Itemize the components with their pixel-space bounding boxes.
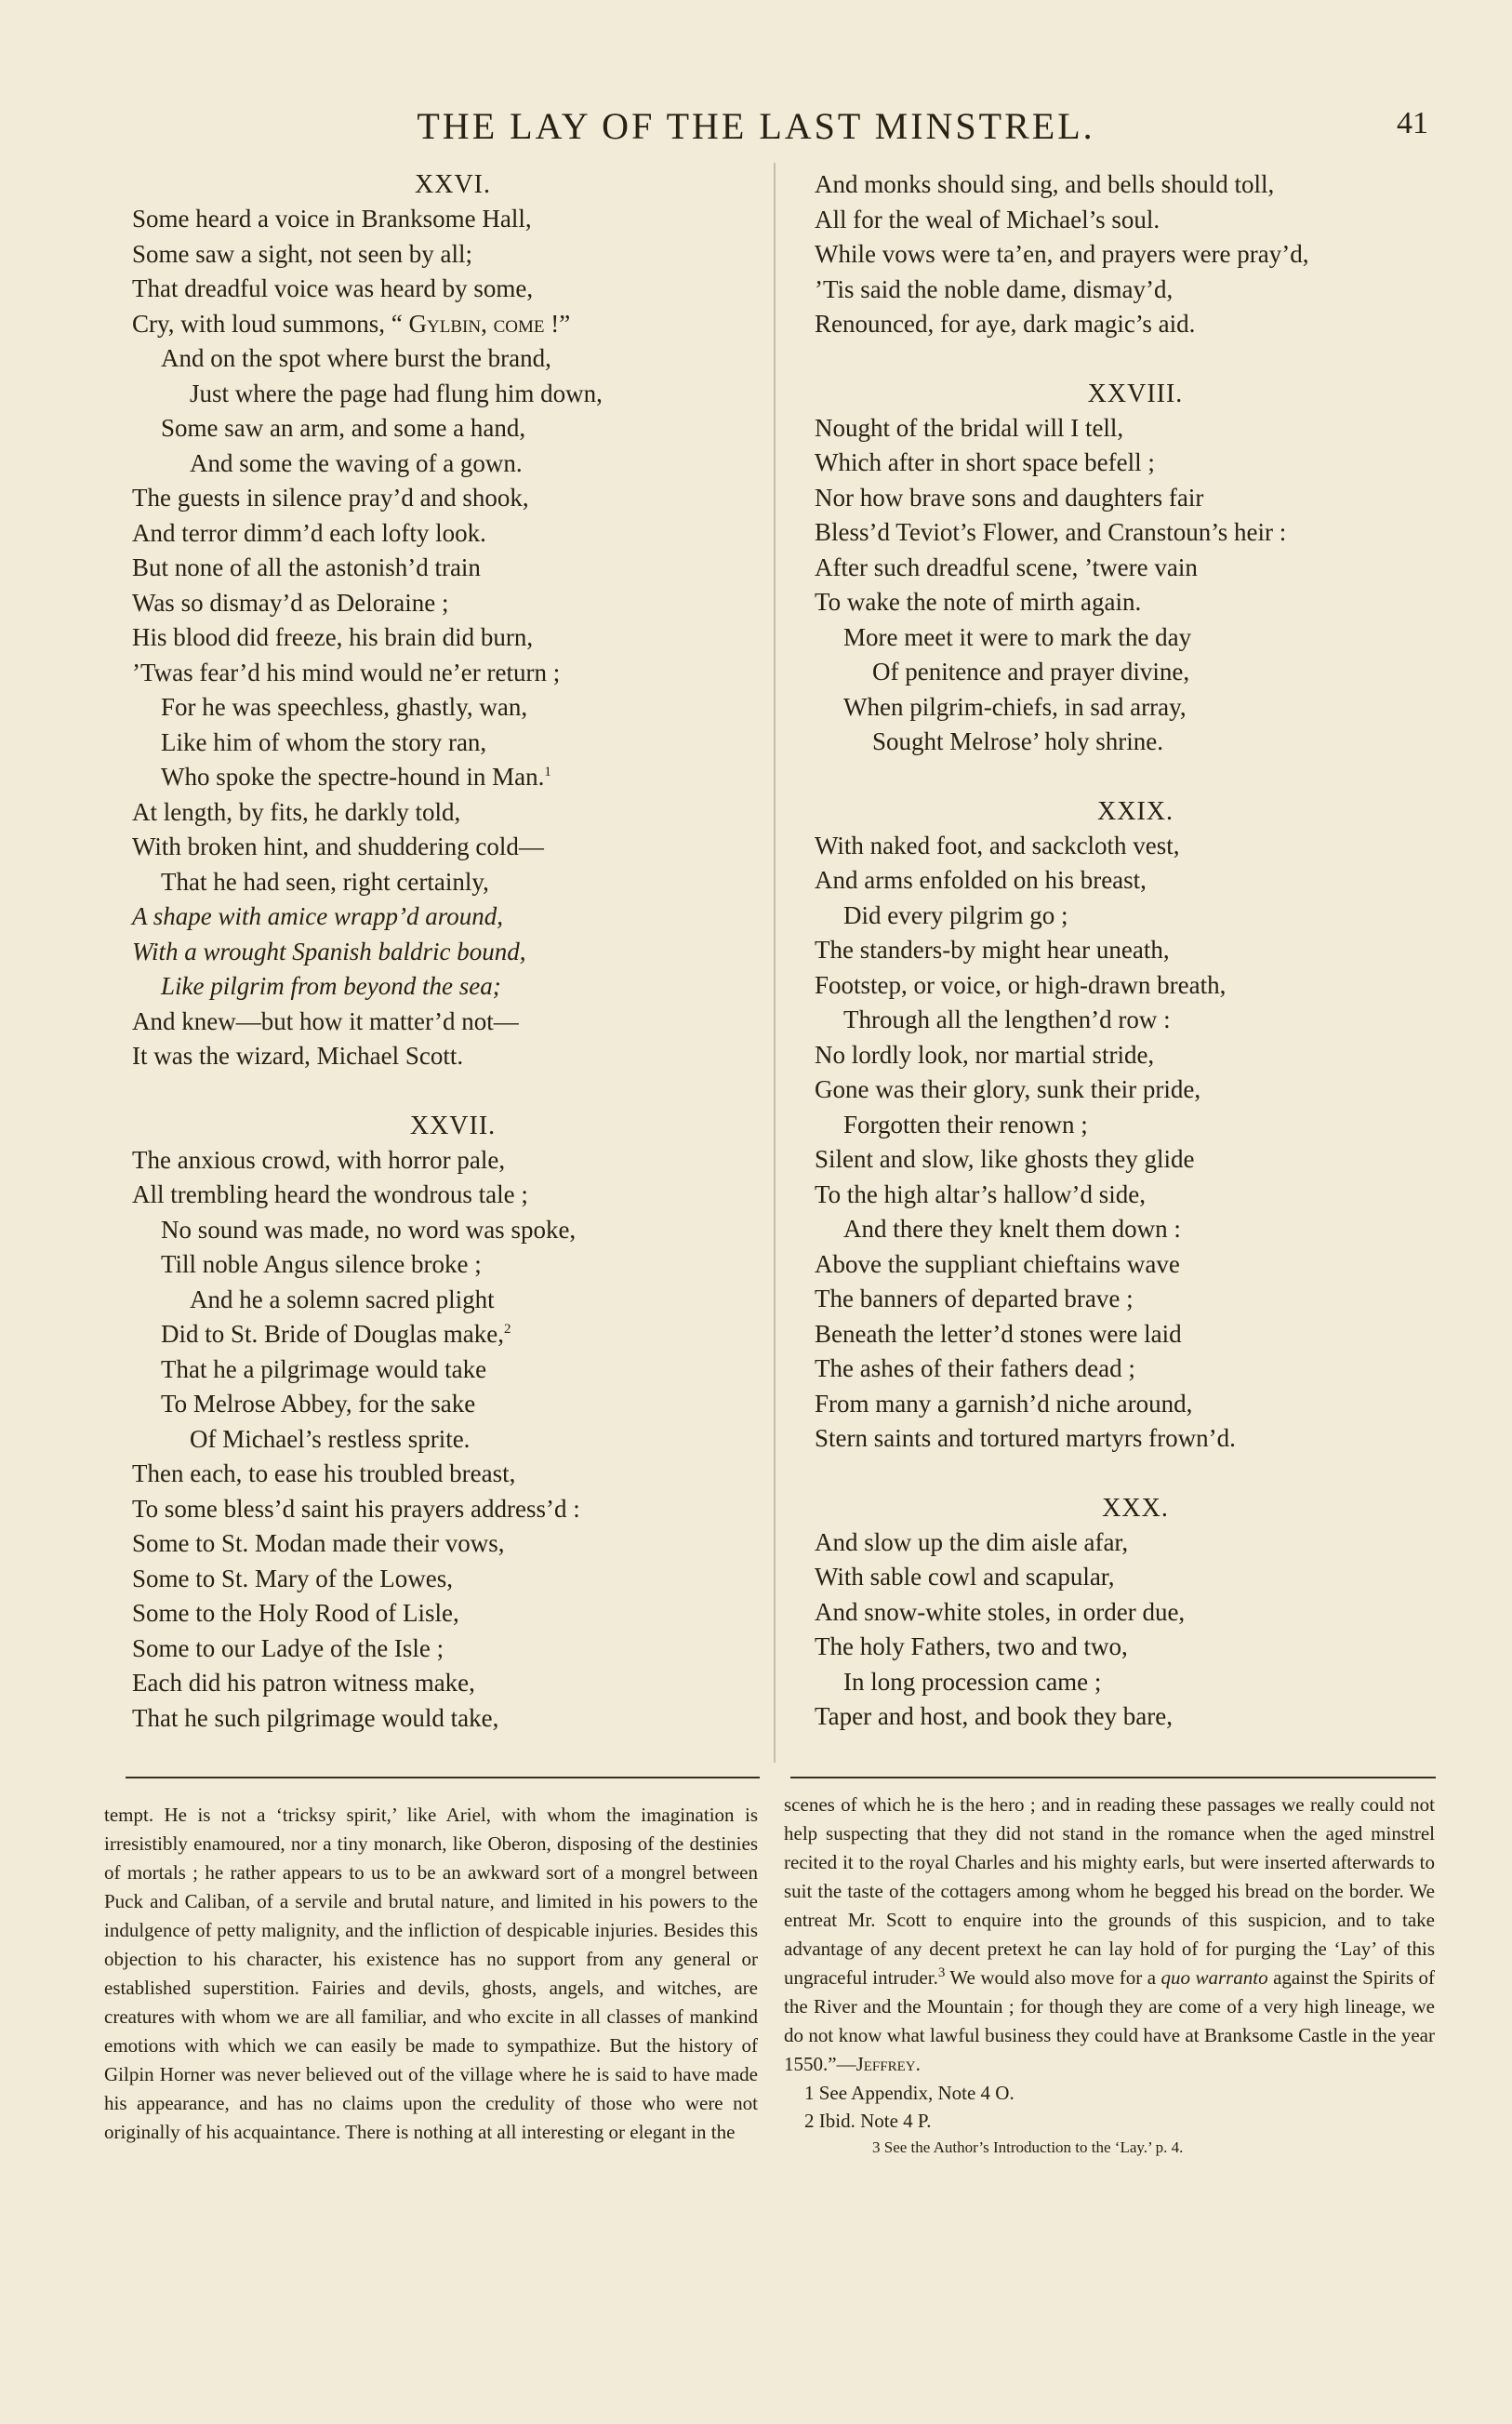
stanza-heading: XXVI. [415,170,491,199]
verse-line: The ashes of their fathers dead ; [815,1354,1135,1382]
verse-line: No lordly look, nor martial stride, [815,1040,1155,1069]
verse-line [132,760,774,795]
endnote-3: 3 See the Author’s Introduction to the ‘Lay.’ p. 4. [872,2138,1184,2156]
verse-text: !” [544,309,571,338]
verse-line: Footstep, or voice, or high-drawn breath, [815,970,1227,999]
column-divider [774,163,776,1763]
verse-line: Through all the lengthen’d row : [843,1006,1171,1033]
verse-line: But none of all the astonish’d train [132,553,481,581]
footnote-ref[interactable]: 3 [937,1965,946,1980]
verse-line: That he had seen, right certainly, [161,867,489,896]
left-column [132,167,774,1736]
verse-line: To some bless’d saint his prayers address’d : [132,1494,580,1523]
verse-line: Some to our Ladye of the Isle ; [132,1633,444,1662]
verse-line: Then each, to ease his troubled breast, [132,1459,516,1487]
verse-line: To wake the note of mirth again. [815,588,1142,616]
verse-line: It was the wizard, Michael Scott. [132,1042,464,1070]
verse-line: Each did his patron witness make, [132,1669,475,1697]
verse-line: ’Twas fear’d his mind would ne’er return ; [132,658,561,686]
verse-line [132,1317,774,1352]
page-header [0,104,1512,160]
verse-line: The standers-by might hear uneath, [815,936,1170,964]
verse-line: No sound was made, no word was spoke, [161,1215,577,1244]
footnote-left [104,1801,758,2147]
verse-line: With broken hint, and shuddering cold— [132,832,544,860]
verse-line: Sought Melrose’ holy shrine. [872,727,1163,755]
verse-text: Did to St. Bride of Douglas make, [161,1320,504,1348]
verse-line: That dreadful voice was heard by some, [132,274,534,302]
verse-line: While vows were ta’en, and prayers were pray’d, [815,240,1309,268]
verse-line: Taper and host, and book they bare, [815,1702,1173,1730]
verse-line: Some saw a sight, not seen by all; [132,239,472,268]
footnote-rule [126,1777,760,1778]
verse-line: Renounced, for aye, dark magic’s aid. [815,310,1196,338]
verse-line: Was so dismay’d as Deloraine ; [132,588,449,617]
verse-line: The guests in silence pray’d and shook, [132,484,529,512]
verse-line: And snow-white stoles, in order due, [815,1597,1186,1626]
verse-line: More meet it were to mark the day [843,622,1192,651]
stanza-heading: XXX. [1102,1493,1169,1523]
verse-line: Did every pilgrim go ; [843,900,1068,929]
verse-line: For he was speechless, ghastly, wan, [161,693,528,721]
verse-line: Gone was their glory, sunk their pride, [815,1075,1201,1103]
footnote-text-part: scenes of which he is the hero ; and in reading these passages we really could not help suspecting that they did not stand in the romance when the aged minstrel recited it to the royal Charles and his mighty earls, but were inserted afterwards to suit the taste of the cottagers among whom he begged his bread on the border. We entreat Mr. Scott to enquire into the grounds of this suspicion, and to take advantage of any decent pretext he can lay hold of for purging the ‘Lay’ of this ungraceful intruder. [784,1793,1435,1989]
footnote-right [784,1791,1435,2161]
page-number: 41 [1397,106,1428,140]
verse-line: And he a solemn sacred plight [190,1285,495,1313]
verse-line: And monks should sing, and bells should toll, [815,170,1275,198]
footnote-author: Jeffrey. [855,2053,921,2075]
verse-line: Stern saints and tortured martyrs frown’d. [815,1424,1236,1452]
verse-line: Some to St. Mary of the Lowes, [132,1564,453,1592]
verse-line: With naked foot, and sackcloth vest, [815,831,1180,859]
verse-text: Who spoke the spectre-hound in Man. [161,763,545,791]
verse-line: And knew—but how it matter’d not— [132,1006,519,1035]
verse-line: And slow up the dim aisle afar, [815,1527,1129,1556]
verse-line: The anxious crowd, with horror pale, [132,1145,506,1174]
verse-line: In long procession came ; [843,1667,1102,1696]
verse-line: ’Tis said the noble dame, dismay’d, [815,274,1174,303]
verse-line: And on the spot where burst the brand, [161,344,551,372]
verse-line: Silent and slow, like ghosts they glide [815,1145,1195,1173]
verse-line: Some heard a voice in Branksome Hall, [132,205,532,233]
verse-line: Of penitence and prayer divine, [872,658,1190,686]
footnote-rule [790,1777,1436,1778]
verse-line: Some saw an arm, and some a hand, [161,414,526,442]
verse-line: When pilgrim-chiefs, in sad array, [843,692,1187,721]
verse-line: Beneath the letter’d stones were laid [815,1319,1182,1348]
verse-line: Above the suppliant chieftains wave [815,1249,1180,1278]
verse-line-italic: A shape with amice wrapp’d around, [132,902,503,930]
footnote-ref[interactable]: 1 [544,765,551,779]
verse-line: All trembling heard the wondrous tale ; [132,1180,528,1208]
verse-line: From many a garnish’d niche around, [815,1389,1193,1418]
verse-line: That he a pilgrimage would take [161,1354,487,1383]
verse-line: The holy Fathers, two and two, [815,1632,1128,1660]
endnote-1: 1 See Appendix, Note 4 O. [804,2082,1015,2104]
verse-line: Bless’d Teviot’s Flower, and Cranstoun’s heir : [815,518,1287,546]
verse-line: After such dreadful scene, ’twere vain [815,553,1198,581]
verse-text: Cry, with loud summons, “ [132,309,409,338]
verse-line: Of Michael’s restless sprite. [190,1424,471,1453]
verse-line: Nought of the bridal will I tell, [815,413,1124,442]
verse-line: And terror dimm’d each lofty look. [132,518,486,547]
verse-line-italic: With a wrought Spanish baldric bound, [132,937,526,966]
summons-text: Gylbin, come [408,309,545,338]
verse-line: With sable cowl and scapular, [815,1563,1115,1591]
verse-line: Forgotten their renown ; [843,1110,1088,1139]
verse-line: All for the weal of Michael’s soul. [815,205,1161,233]
footnote-text [784,1791,1435,2079]
verse-line: That he such pilgrimage would take, [132,1703,499,1732]
verse-line: Which after in short space befell ; [815,448,1155,476]
stanza-heading: XXIX. [1097,796,1174,826]
footnote-italic: quo warranto [1161,1966,1268,1989]
verse-line: Like him of whom the story ran, [161,727,487,756]
verse-line: The banners of departed brave ; [815,1285,1134,1312]
verse-line: Just where the page had flung him down, [190,379,603,407]
stanza-heading: XXVIII. [1087,379,1184,408]
verse-line: And arms enfolded on his breast, [815,866,1147,894]
verse-line: At length, by fits, he darkly told, [132,797,461,826]
verse-line: And some the waving of a gown. [190,448,523,477]
right-column [815,167,1456,1735]
footnote-text-part: We would also move for a [945,1966,1161,1989]
footnote-text: tempt. He is not a ‘tricksy spirit,’ like Ariel, with whom the imagination is irresistibly enamoured, nor a tiny monarch, like Oberon, disposing of the destinies of mortals ; he rather appears to us to be an awkward sort of a mongrel between Puck and Caliban, of a servile and brutal nature, and limited in his powers to the indulgence of petty malignity, and the infliction of despicable injuries. Besides this objection to his character, his existence has no support from any general or established superstition. Fairies and devils, ghosts, angels, and witches, are creatures with whom we are all familiar, and who excite in all classes of mankind emotions with which we can easily be made to sympathize. But the history of Gilpin Horner was never believed out of the village where he is said to have made his appearance, and has no claims upon the credulity of those who were not originally of his acquaintance. There is nothing at all interesting or elegant in the [104,1804,758,2143]
verse-line: Till noble Angus silence broke ; [161,1250,482,1278]
verse-line: His blood did freeze, his brain did burn, [132,623,534,651]
footnote-ref[interactable]: 2 [503,1322,511,1337]
verse-line: And there they knelt them down : [843,1215,1181,1243]
verse-line: To Melrose Abbey, for the sake [161,1390,476,1418]
verse-line: Nor how brave sons and daughters fair [815,483,1204,512]
stanza-heading: XXVII. [409,1111,497,1140]
verse-line-italic: Like pilgrim from beyond the sea; [161,972,501,1000]
running-title: THE LAY OF THE LAST MINSTREL. [417,105,1095,147]
verse-line: To the high altar’s hallow’d side, [815,1179,1147,1208]
endnote-2: 2 Ibid. Note 4 P. [804,2110,932,2132]
verse-line [132,307,774,342]
footnote-text-part: against the Spirits of the River and the Mountain ; for though they are come of a very high lineage, we do not know what lawful business they could have at Branksome Castle in the year 1550.”— [784,1966,1435,2075]
verse-line: Some to the Holy Rood of Lisle, [132,1599,459,1627]
verse-line: Some to St. Modan made their vows, [132,1529,505,1557]
